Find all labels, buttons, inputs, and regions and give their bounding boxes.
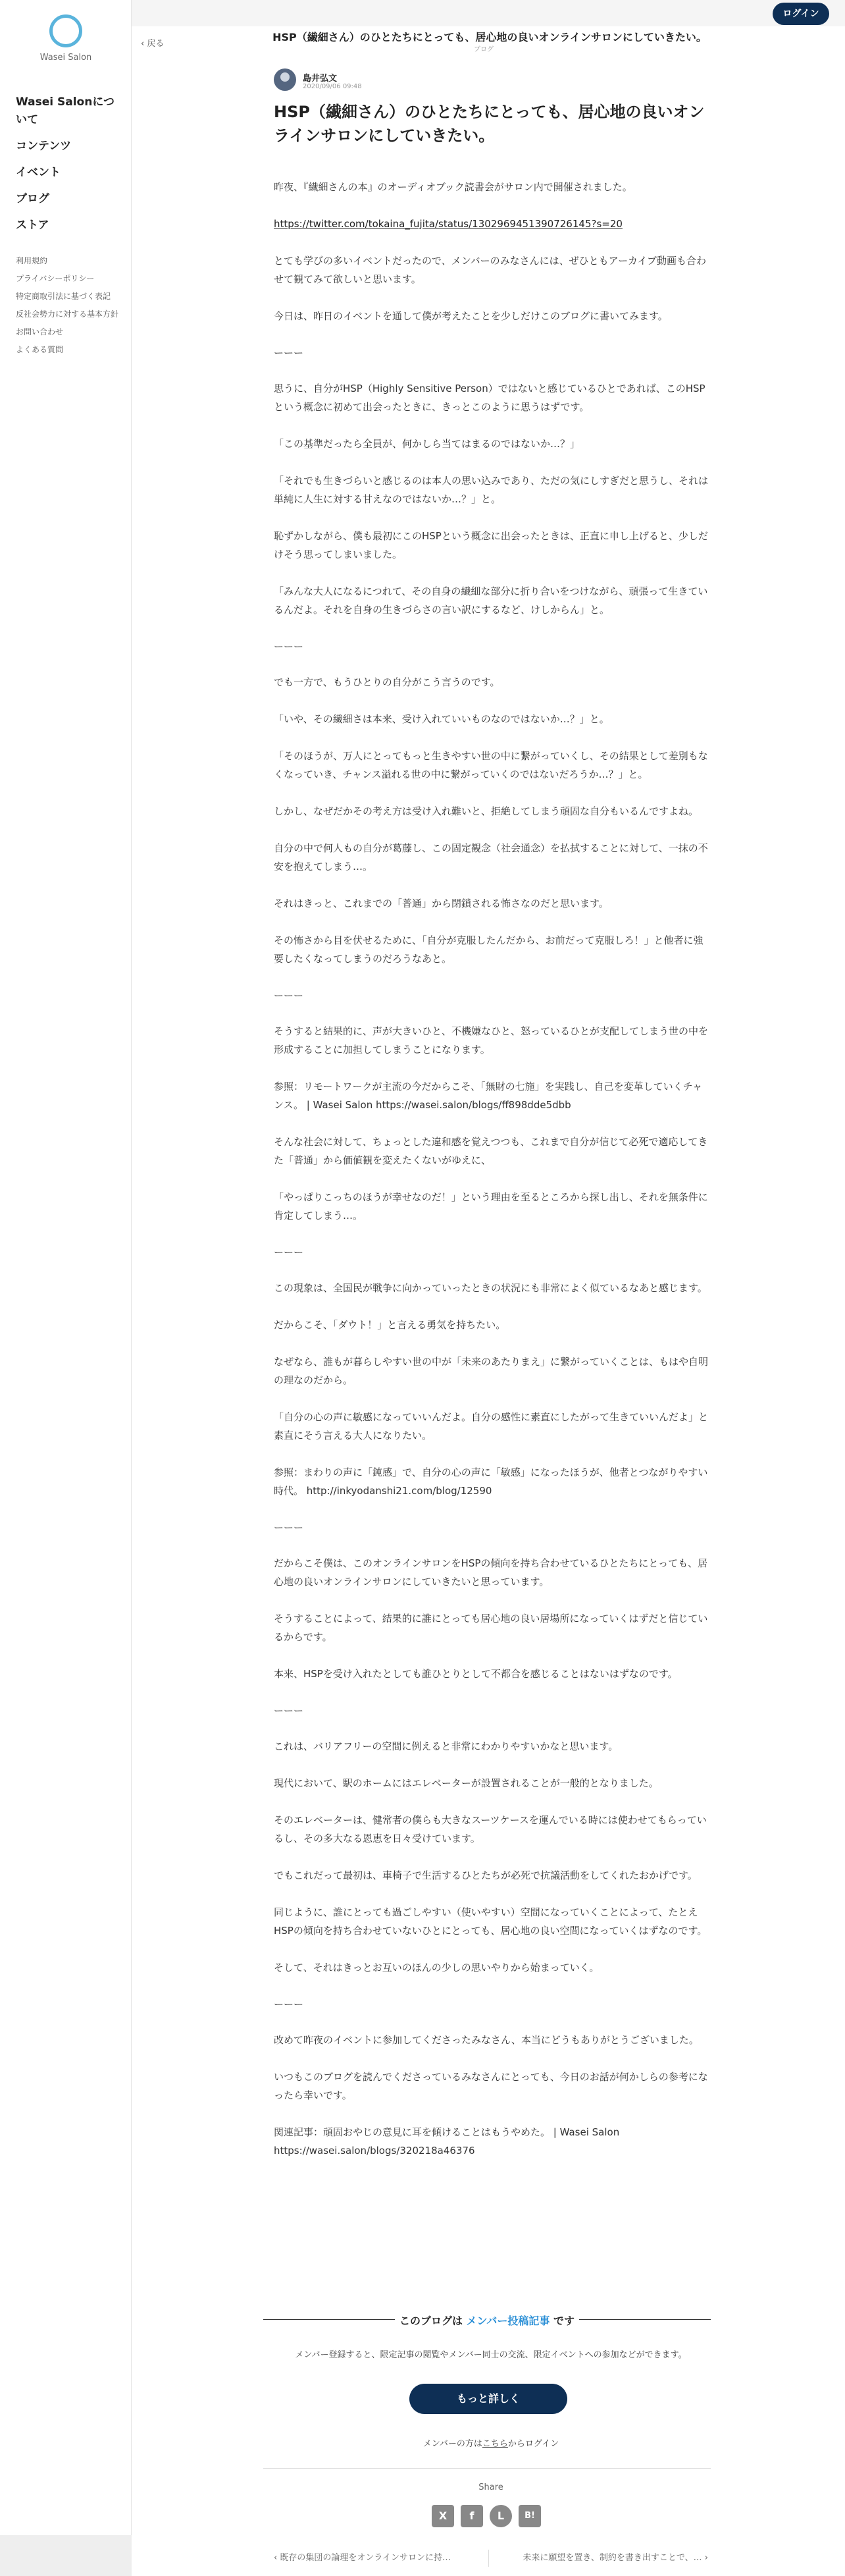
nav-item-contents[interactable]: コンテンツ (16, 140, 72, 153)
paragraph: しかし、なぜだかその考え方は受け入れ難いと、拒絶してしまう頑固な自分もいるんですよね。 (274, 805, 699, 817)
reference-link[interactable]: 参照：まわりの声に「鈍感」で、自分の心の声に「敏感」になったほうが、他者とつながりやすい時代。 http://inkyodanshi21.com/blog/12590 (274, 1466, 708, 1497)
paragraph: 自分の中で何人もの自分が葛藤し、この固定観念（社会通念）を払拭することに対して、一抹の不安を抱えてしまう…。 (274, 842, 708, 872)
separator: ーーー (274, 990, 304, 1002)
paragraph: とても学びの多いイベントだったので、メンバーのみなさんには、ぜひともアーカイブ動画も合わせて観てみて欲しいと思います。 (274, 255, 707, 285)
paragraph: 「自分の心の声に敏感になっていいんだよ。自分の感性に素直にしたがって生きていいんだよ」と素直にそう言える大人になりたい。 (274, 1411, 709, 1441)
share-label: Share (478, 2482, 503, 2492)
paragraph: そして、それはきっとお互いのほんの少しの思いやりから始まっていく。 (274, 1962, 600, 1973)
paragraph: その怖さから目を伏せるために、「自分が克服したんだから、お前だって克服しろ！」と他者に強要したくなってしまうのだろうなあと。 (274, 934, 704, 965)
paragraph: そのエレベーターは、健常者の僕らも大きなスーツケースを運んでいる時には使わせてもらっているし、その多大なる恩恵を日々受けています。 (274, 1814, 707, 1844)
separator: ーーー (274, 1999, 304, 2010)
paragraph: 「みんな大人になるにつれて、その自身の繊細な部分に折り合いをつけながら、頑張って生きているんだよ。それを自身の生きづらさの言い訳にするなど、けしからん」と。 (274, 585, 708, 616)
member-login-text (274, 2436, 708, 2449)
top-bar (132, 0, 845, 26)
nav-item-legal[interactable]: 特定商取引法に基づく表記 (16, 292, 111, 301)
paragraph: だからこそ僕は、このオンラインサロンをHSPの傾向を持ち合わせているひとたちにとっても、居心地の良いオンラインサロンにしていきたいと思っています。 (274, 1557, 708, 1588)
paragraph: なぜなら、誰もが暮らしやすい世の中が「未来のあたりまえ」に繋がっていくことは、もはや自明の理なのだから。 (274, 1356, 709, 1386)
main-nav (16, 94, 121, 243)
sidebar (0, 0, 132, 2576)
paragraph: 「そのほうが、万人にとってもっと生きやすい世の中に繋がっていくし、その結果として差別もなくなっていき、チャンス溢れる世の中に繋がっていくのではないだろうか…？」と。 (274, 750, 708, 780)
paragraph: 改めて昨夜のイベントに参加してくださったみなさん、本当にどうもありがとうございました。 (274, 2034, 699, 2046)
share-buttons (432, 2505, 550, 2527)
separator: ーーー (274, 641, 304, 653)
nav-item-terms[interactable]: 利用規約 (16, 256, 48, 265)
paragraph: そんな社会に対して、ちょっとした違和感を覚えつつも、これまで自分が信じて必死で適応してきた「普通」から価値観を変えたくないがゆえに、 (274, 1136, 708, 1166)
back-label: 戻る (147, 39, 165, 49)
paragraph: 「それでも生きづらいと感じるのは本人の思い込みであり、ただの気にしすぎだと思うし、それは単純に人生に対する甘えなのではないか…？」と。 (274, 475, 709, 505)
related-article-link[interactable]: 関連記事：頑固おやじの意見に耳を傾けることはもうやめた。 | Wasei Salon https://wasei.salon/blogs/320218a46376 (274, 2126, 620, 2157)
separator: ーーー (274, 1522, 304, 1534)
cta-description: メンバー登録すると、限定記事の閲覧やメンバー同士の交流、限定イベントへの参加などができます。 (295, 2350, 687, 2360)
paragraph: 「この基準だったら全員が、何かしら当てはまるのではないか…？」 (274, 438, 580, 450)
back-link[interactable] (141, 36, 164, 49)
chevron-right-icon: › (702, 2553, 708, 2563)
paragraph: そうすることによって、結果的に誰にとっても居心地の良い居場所になっていくはずだと信じているからです。 (274, 1613, 708, 1643)
login-button[interactable]: ログイン (773, 3, 829, 25)
cta-highlight: メンバー投稿記事 (466, 2315, 550, 2327)
paragraph: 現代において、駅のホームにはエレベーターが設置されることが一般的となりました。 (274, 1777, 659, 1789)
line-share-icon[interactable]: L (490, 2505, 512, 2527)
paragraph: でも一方で、もうひとりの自分がこう言うのです。 (274, 676, 500, 688)
sub-nav (16, 255, 121, 362)
paragraph: 「やっぱりこっちのほうが幸せなのだ！」という理由を至るところから探し出し、それを無条件に肯定してしまう…。 (274, 1191, 708, 1221)
learn-more-button[interactable]: もっと詳しく (409, 2384, 567, 2414)
hatena-bookmark-icon[interactable]: B! (519, 2505, 541, 2527)
paragraph: 恥ずかしながら、僕も最初にこのHSPという概念に出会ったときは、正直に申し上げると、少しだけそう思ってしまいました。 (274, 530, 708, 560)
sidebar-footer (0, 2535, 132, 2576)
twitter-link[interactable]: https://twitter.com/tokaina_fujita/status/1302969451390726145?s=20 (274, 218, 623, 230)
divider (263, 2468, 711, 2469)
paragraph: だからこそ、「ダウト！」と言える勇気を持ちたい。 (274, 1319, 506, 1331)
chevron-left-icon: ‹ (274, 2553, 280, 2563)
paragraph: 同じように、誰にとっても過ごしやすい（使いやすい）空間になっていくことによって、たとえHSPの傾向を持ち合わせていないひとにとっても、居心地の良い空間になっていくはずなのです。 (274, 1906, 707, 1937)
member-login-link[interactable]: こちら (482, 2439, 508, 2449)
paragraph: 本来、HSPを受け入れたとしても誰ひとりとして不都合を感じることはないはずなのです。 (274, 1668, 678, 1680)
nav-item-privacy[interactable]: プライバシーポリシー (16, 274, 95, 283)
sticky-title: HSP（繊細さん）のひとたちにとっても、居心地の良いオンラインサロンにしていきたい。 (272, 31, 707, 43)
paragraph: でもこれだって最初は、車椅子で生活するひとたちが必死で抗議活動をしてくれたおかげです。 (274, 1869, 698, 1881)
prev-article-link[interactable] (274, 2548, 484, 2568)
site-logo-icon[interactable] (49, 14, 82, 47)
separator: ーーー (274, 347, 304, 359)
member-login-post: からログイン (507, 2439, 559, 2449)
author-name[interactable]: 島井弘文 (303, 74, 338, 84)
cta-label-post: です (553, 2315, 575, 2327)
cta-label-pre: このブログは (399, 2315, 463, 2327)
pager-divider (488, 2550, 489, 2567)
paragraph: それはきっと、これまでの「普通」から閉鎖される怖さなのだと思います。 (274, 898, 609, 909)
x-share-icon[interactable]: X (432, 2505, 454, 2527)
next-article-title: 未来に願望を置き、制約を書き出すことで、… (523, 2553, 702, 2563)
chevron-left-icon: ‹ (141, 39, 147, 49)
cta-heading (395, 2313, 579, 2328)
paragraph: 昨夜、『繊細さんの本』のオーディオブック読書会がサロン内で開催されました。 (274, 181, 632, 193)
paragraph: 今日は、昨日のイベントを通して僕が考えたことを少しだけこのブログに書いてみます。 (274, 310, 668, 322)
next-article-link[interactable] (494, 2548, 708, 2568)
nav-item-antisocial-policy[interactable]: 反社会勢力に対する基本方針 (16, 309, 119, 319)
separator: ーーー (274, 1247, 304, 1258)
site-name: Wasei Salon (39, 53, 92, 63)
nav-item-events[interactable]: イベント (16, 166, 61, 179)
nav-item-blog[interactable]: ブログ (16, 192, 49, 205)
sticky-category: ブログ (474, 46, 494, 53)
paragraph: そうすると結果的に、声が大きいひと、不機嫌なひと、怒っているひとが支配してしまう世の中を形成することに加担してしまうことになります。 (274, 1025, 709, 1056)
article-title: HSP（繊細さん）のひとたちにとっても、居心地の良いオンラインサロンにしていきたい。 (274, 103, 705, 145)
nav-item-store[interactable]: ストア (16, 219, 49, 232)
nav-item-contact[interactable]: お問い合わせ (16, 327, 64, 336)
paragraph: 「いや、その繊細さは本来、受け入れていいものなのではないか…？」と。 (274, 713, 609, 725)
separator: ーーー (274, 1705, 304, 1717)
paragraph: これは、バリアフリーの空間に例えると非常にわかりやすいかなと思います。 (274, 1740, 619, 1752)
avatar[interactable] (274, 68, 296, 91)
reference-link[interactable]: 参照：リモートワークが主流の今だからこそ、「無財の七施」を実践し、自己を変革していくチャンス。 | Wasei Salon https://wasei.salon/blogs/ff898dde5dbb (274, 1081, 703, 1111)
paragraph: この現象は、全国民が戦争に向かっていったときの状況にも非常によく似ているなあと感じます。 (274, 1282, 707, 1294)
nav-item-faq[interactable]: よくある質問 (16, 345, 64, 354)
article-body (274, 178, 708, 2178)
nav-item-about[interactable]: Wasei Salonについて (16, 95, 115, 126)
member-login-pre: メンバーの方は (423, 2439, 482, 2449)
paragraph-link[interactable] (274, 215, 708, 233)
paragraph: いつもこのブログを読んでくださっているみなさんにとっても、今日のお話が何かしらの参考になったら幸いです。 (274, 2071, 708, 2101)
post-date: 2020/09/06 09:48 (303, 83, 362, 90)
facebook-share-icon[interactable]: f (461, 2505, 483, 2527)
prev-article-title: 既存の集団の論理をオンラインサロンに持… (280, 2553, 451, 2563)
paragraph: 思うに、自分がHSP（Highly Sensitive Person）ではないと感じているひとであれば、このHSPという概念に初めて出会ったときに、きっとこのように思うはずです。 (274, 383, 705, 413)
